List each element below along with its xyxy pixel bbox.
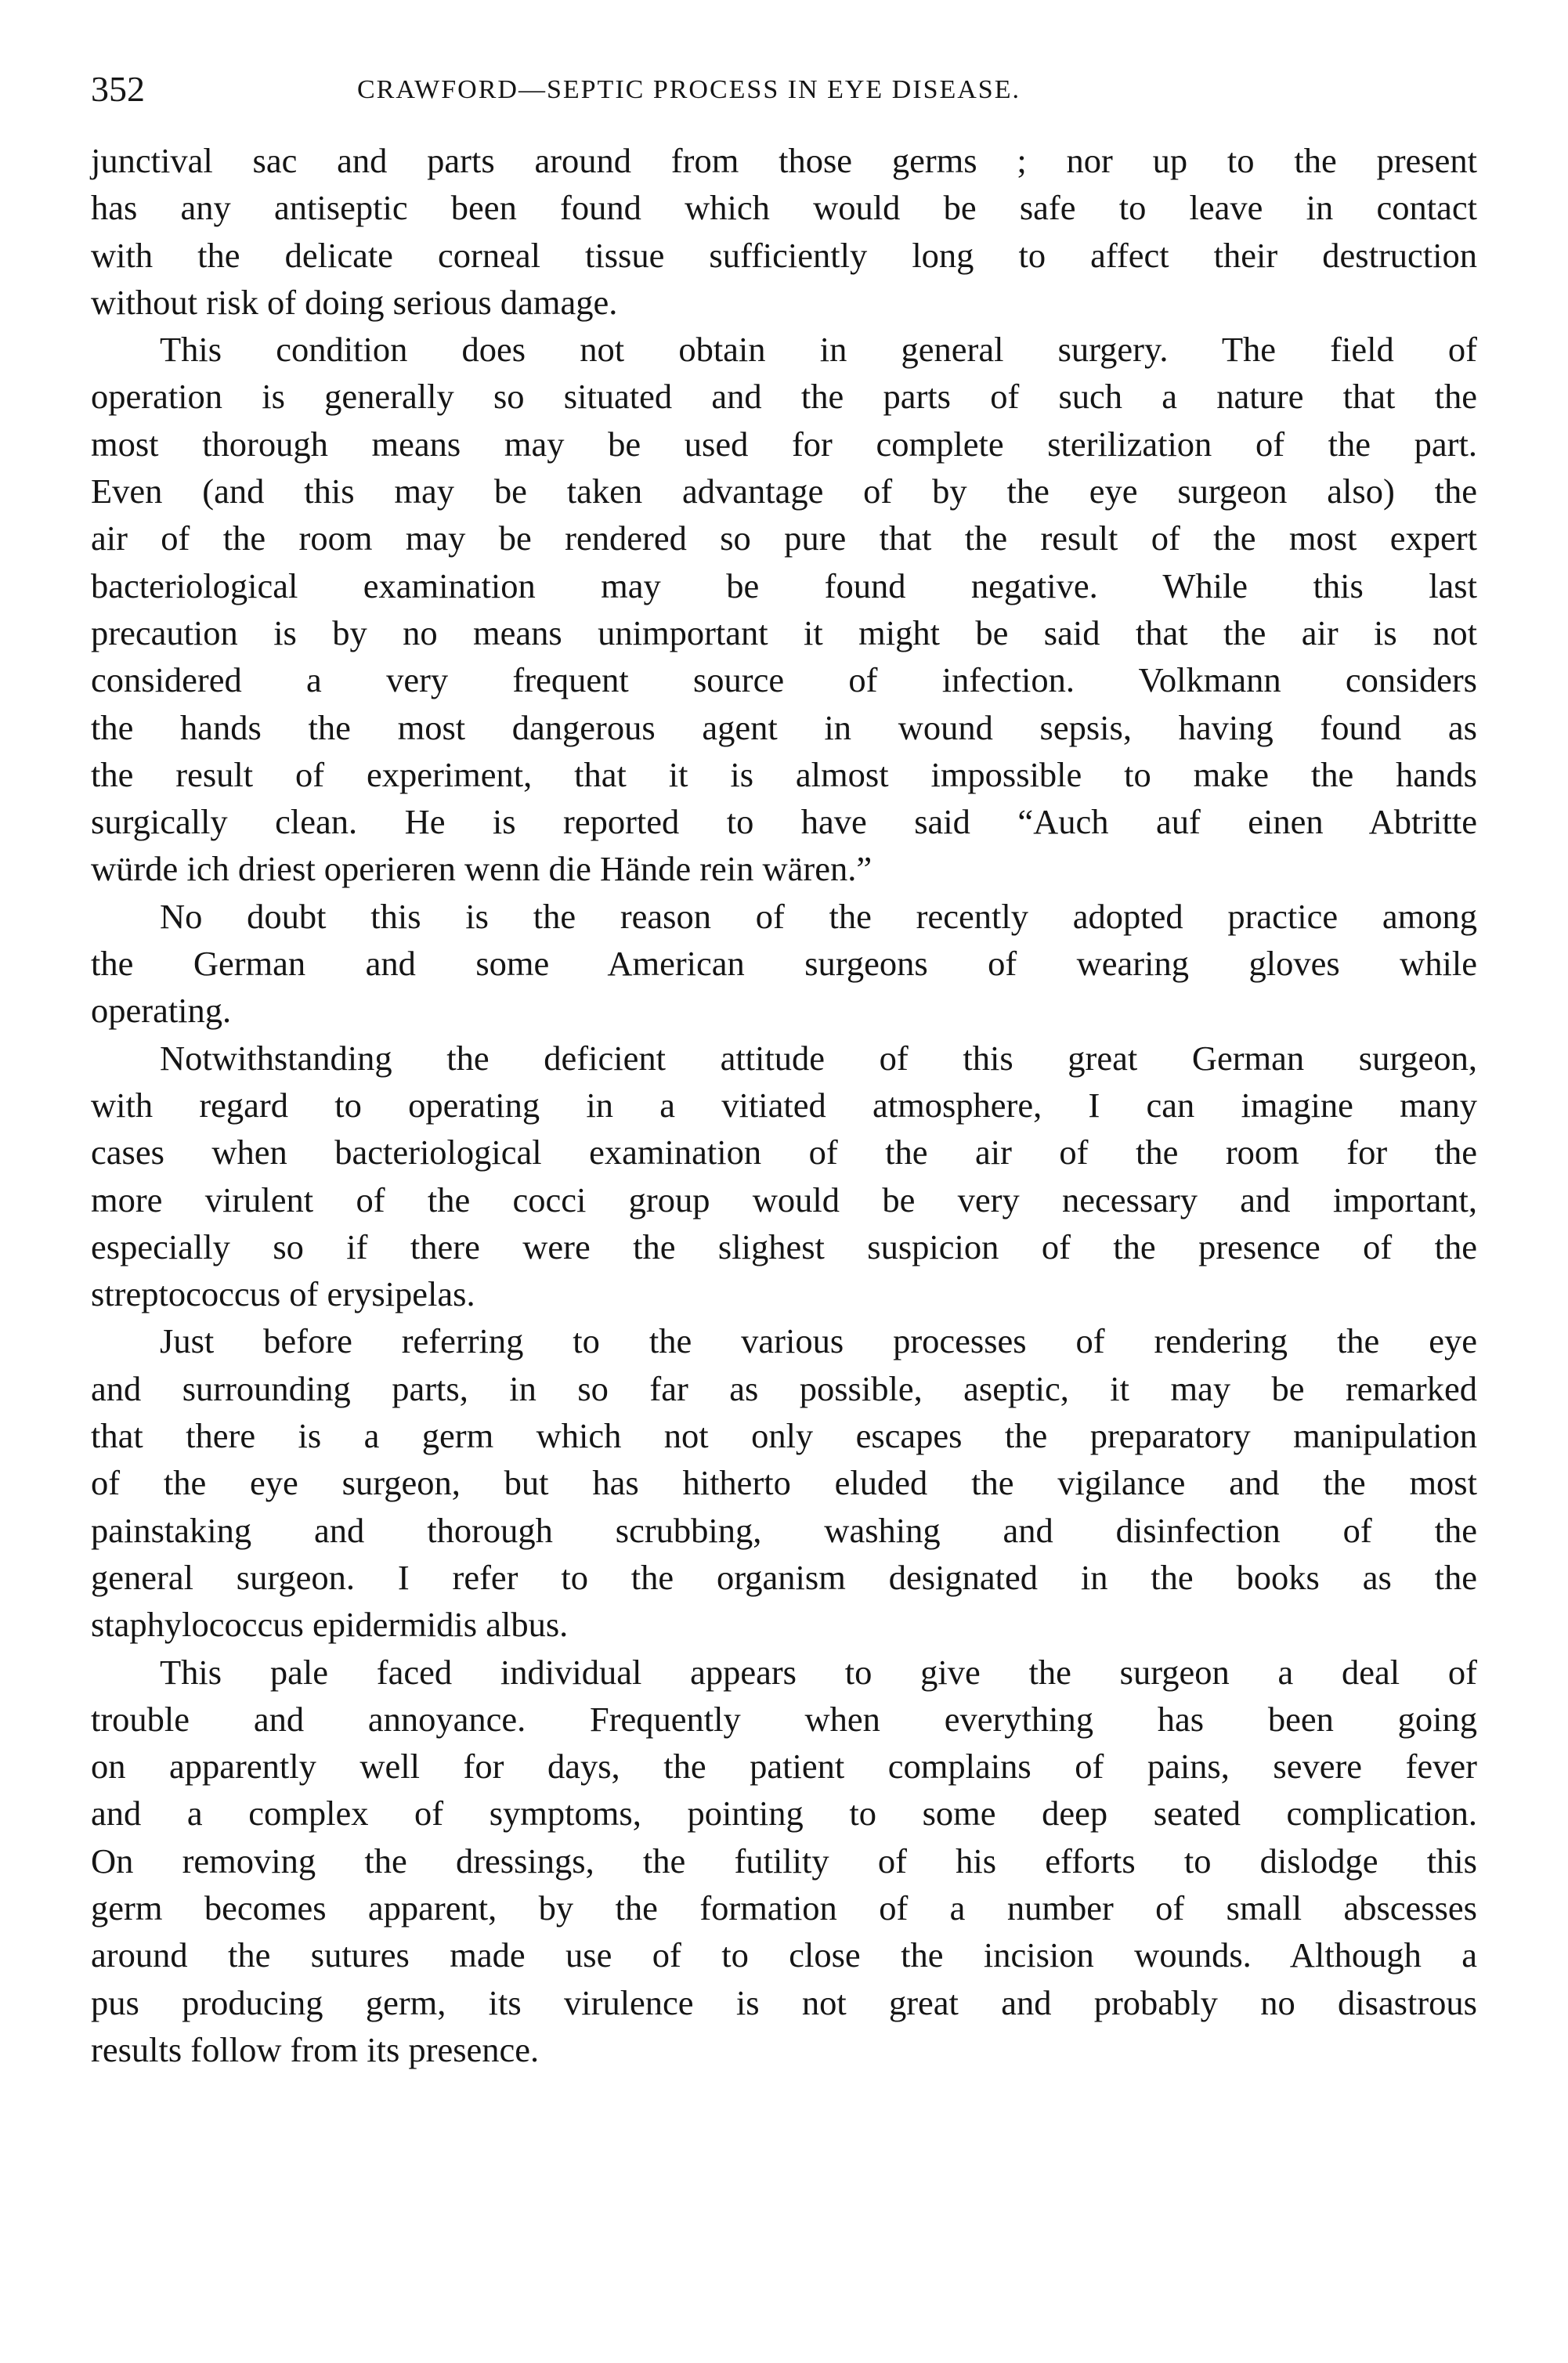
text-line: and a complex of symptoms, pointing to some deep seated complication. <box>91 1794 1477 1834</box>
text-line: würde ich driest operieren wenn die Hände rein wären.” <box>91 849 873 889</box>
text-line: trouble and annoyance. Frequently when everything has been going <box>91 1699 1477 1739</box>
text-line: surgically clean. He is reported to have said “Auch auf einen Abtritte <box>91 802 1477 842</box>
paragraph-first-line: Just before referring to the various processes of rendering the eye <box>160 1321 1477 1361</box>
text-line: the hands the most dangerous agent in wound sepsis, having found as <box>91 707 1477 747</box>
text-line: with regard to operating in a vitiated atmosphere, I can imagine many <box>91 1085 1477 1125</box>
text-line: precaution is by no means unimportant it might be said that the air is not <box>91 612 1477 652</box>
paragraph-first-line: This pale faced individual appears to give the surgeon a deal of <box>160 1652 1477 1692</box>
text-line: general surgeon. I refer to the organism designated in the books as the <box>91 1557 1477 1597</box>
text-line: has any antiseptic been found which would be safe to leave in contact <box>91 188 1477 228</box>
text-line: air of the room may be rendered so pure that the result of the most expert <box>91 518 1477 558</box>
text-line: cases when bacteriological examination of the air of the room for the <box>91 1133 1477 1172</box>
text-line: without risk of doing serious damage. <box>91 282 618 322</box>
body-text <box>91 137 1477 2073</box>
running-head: CRAWFORD—SEPTIC PROCESS IN EYE DISEASE. <box>357 75 1021 104</box>
text-line: around the sutures made use of to close the incision wounds. Although a <box>91 1935 1477 1975</box>
text-line: junctival sac and parts around from those germs ; nor up to the present <box>91 141 1477 180</box>
text-line: staphylococcus epidermidis albus. <box>91 1605 569 1645</box>
text-line: On removing the dressings, the futility of his efforts to dislodge this <box>91 1841 1477 1881</box>
text-line: Even (and this may be taken advantage of by the eye surgeon also) the <box>91 472 1477 511</box>
text-line: bacteriological examination may be found negative. While this last <box>91 565 1477 605</box>
text-line: especially so if there were the slighest suspicion of the presence of the <box>91 1227 1477 1266</box>
text-line: that there is a germ which not only escapes the preparatory manipulation <box>91 1416 1477 1456</box>
paragraph-first-line: Notwithstanding the deficient attitude of this great German surgeon, <box>160 1038 1477 1078</box>
text-line: the result of experiment, that it is almost impossible to make the hands <box>91 754 1477 794</box>
text-line: operating. <box>91 991 232 1031</box>
text-line: painstaking and thorough scrubbing, washing and disinfection of the <box>91 1510 1477 1550</box>
text-line: results follow from its presence. <box>91 2029 540 2069</box>
text-line: pus producing germ, its virulence is not great and probably no disastrous <box>91 1982 1477 2022</box>
text-line: operation is generally so situated and the parts of such a nature that the <box>91 377 1477 417</box>
text-line: considered a very frequent source of infection. Volkmann considers <box>91 660 1477 700</box>
text-line: on apparently well for days, the patient complains of pains, severe fever <box>91 1747 1477 1787</box>
text-line: more virulent of the cocci group would be very necessary and important, <box>91 1180 1477 1219</box>
text-line: most thorough means may be used for complete sterilization of the part. <box>91 424 1477 464</box>
text-line: of the eye surgeon, but has hitherto eluded the vigilance and the most <box>91 1463 1477 1503</box>
page-header <box>91 66 1477 113</box>
page-number: 352 <box>91 69 145 109</box>
text-line: with the delicate corneal tissue sufficiently long to affect their destruction <box>91 235 1477 275</box>
paragraph-first-line: This condition does not obtain in general surgery. The field of <box>160 330 1477 370</box>
text-line: streptococcus of erysipelas. <box>91 1274 475 1314</box>
text-line: germ becomes apparent, by the formation of a number of small abscesses <box>91 1888 1477 1928</box>
text-line: and surrounding parts, in so far as possible, aseptic, it may be remarked <box>91 1368 1477 1408</box>
text-line: the German and some American surgeons of wearing gloves while <box>91 944 1477 984</box>
paragraph-first-line: No doubt this is the reason of the recently adopted practice among <box>160 896 1477 936</box>
